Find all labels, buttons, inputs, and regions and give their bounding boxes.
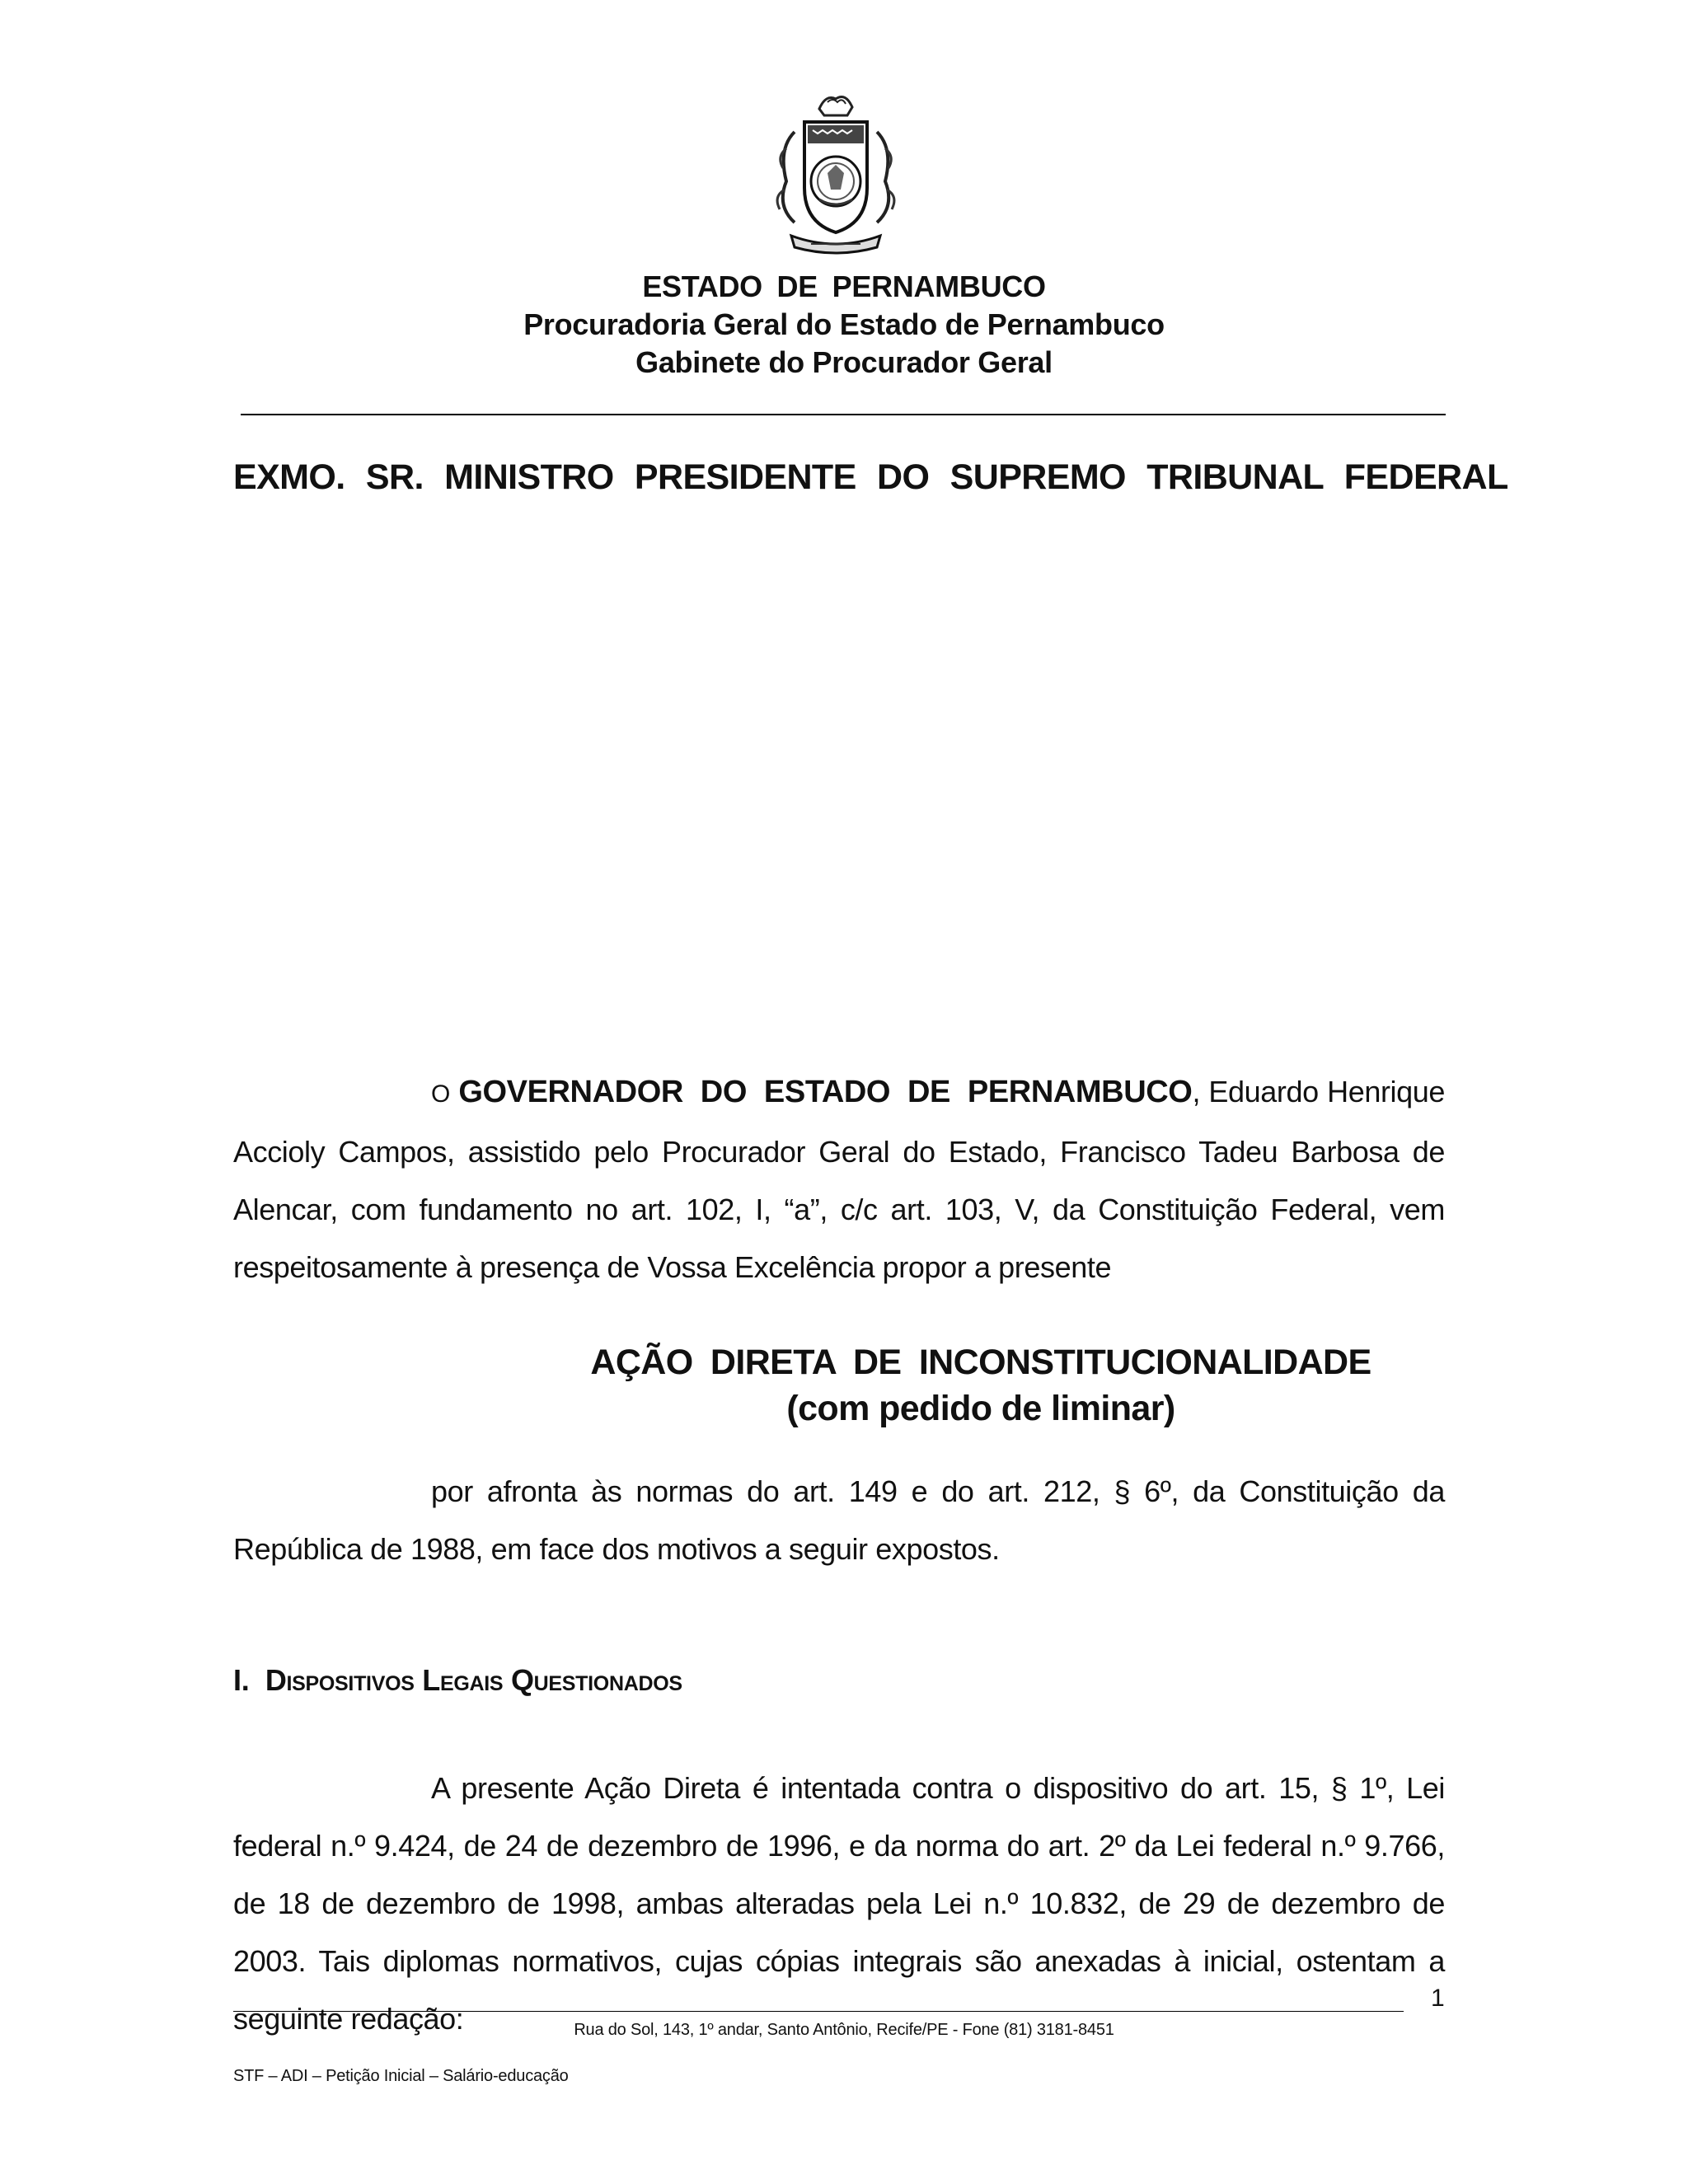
page-number: 1 bbox=[1431, 1985, 1445, 2012]
section-heading bbox=[233, 1663, 682, 1698]
section-number: I. bbox=[233, 1663, 250, 1697]
grounds-text: por afronta às normas do art. 149 e do art. 212, § 6º, da Constituição da República de 1988, em face dos motivos a seguir expostos. bbox=[233, 1474, 1445, 1566]
intro-prefix: O bbox=[431, 1080, 450, 1108]
grounds-paragraph bbox=[233, 1463, 1445, 1578]
action-title: AÇÃO DIRETA DE INCONSTITUCIONALIDADE bbox=[590, 1343, 1372, 1382]
intro-text: , Eduardo Henrique Accioly Campos, assistido pelo Procurador Geral do Estado, Francisco Tadeu Barbosa de Alencar, com fundamento no art. 102, I, “a”, c/c art. 103, V, da Constituição Federal, vem respeitosamente à presença de Vossa Excelência propor a presente bbox=[233, 1075, 1445, 1284]
header-state-name: ESTADO DE PERNAMBUCO bbox=[642, 269, 1046, 303]
action-subtitle: (com pedido de liminar) bbox=[786, 1389, 1175, 1428]
intro-governor: GOVERNADOR DO ESTADO DE PERNAMBUCO bbox=[458, 1075, 1193, 1109]
document-reference: STF – ADI – Petição Inicial – Salário-educação bbox=[233, 2067, 569, 2085]
section-title: Dispositivos Legais Questionados bbox=[265, 1663, 682, 1697]
addressee-line: EXMO. SR. MINISTRO PRESIDENTE DO SUPREMO TRIBUNAL FEDERAL bbox=[233, 457, 1508, 497]
section-text: A presente Ação Direta é intentada contra o dispositivo do art. 15, § 1º, Lei federal n.º 9.424, de 24 de dezembro de 1996, e da norma do art. 2º da Lei federal n.º 9.766, de 18 de dezembro de 1998, ambas alteradas pela Lei n.º 10.832, de 29 de dezembro de 2003. Tais diplomas normativos, cujas cópias integrais são anexadas à inicial, ostentam a seguinte redação: bbox=[233, 1771, 1445, 2036]
intro-paragraph bbox=[233, 1063, 1445, 1296]
header-divider bbox=[241, 414, 1446, 415]
footer-divider bbox=[233, 2011, 1404, 2012]
header-cabinet-name: Gabinete do Procurador Geral bbox=[635, 345, 1053, 379]
coat-of-arms-icon bbox=[762, 91, 910, 255]
footer-address: Rua do Sol, 143, 1º andar, Santo Antônio, Recife/PE - Fone (81) 3181-8451 bbox=[574, 2021, 1114, 2039]
header-office-name: Procuradoria Geral do Estado de Pernambuco bbox=[523, 307, 1165, 341]
section-paragraph bbox=[233, 1760, 1445, 2048]
